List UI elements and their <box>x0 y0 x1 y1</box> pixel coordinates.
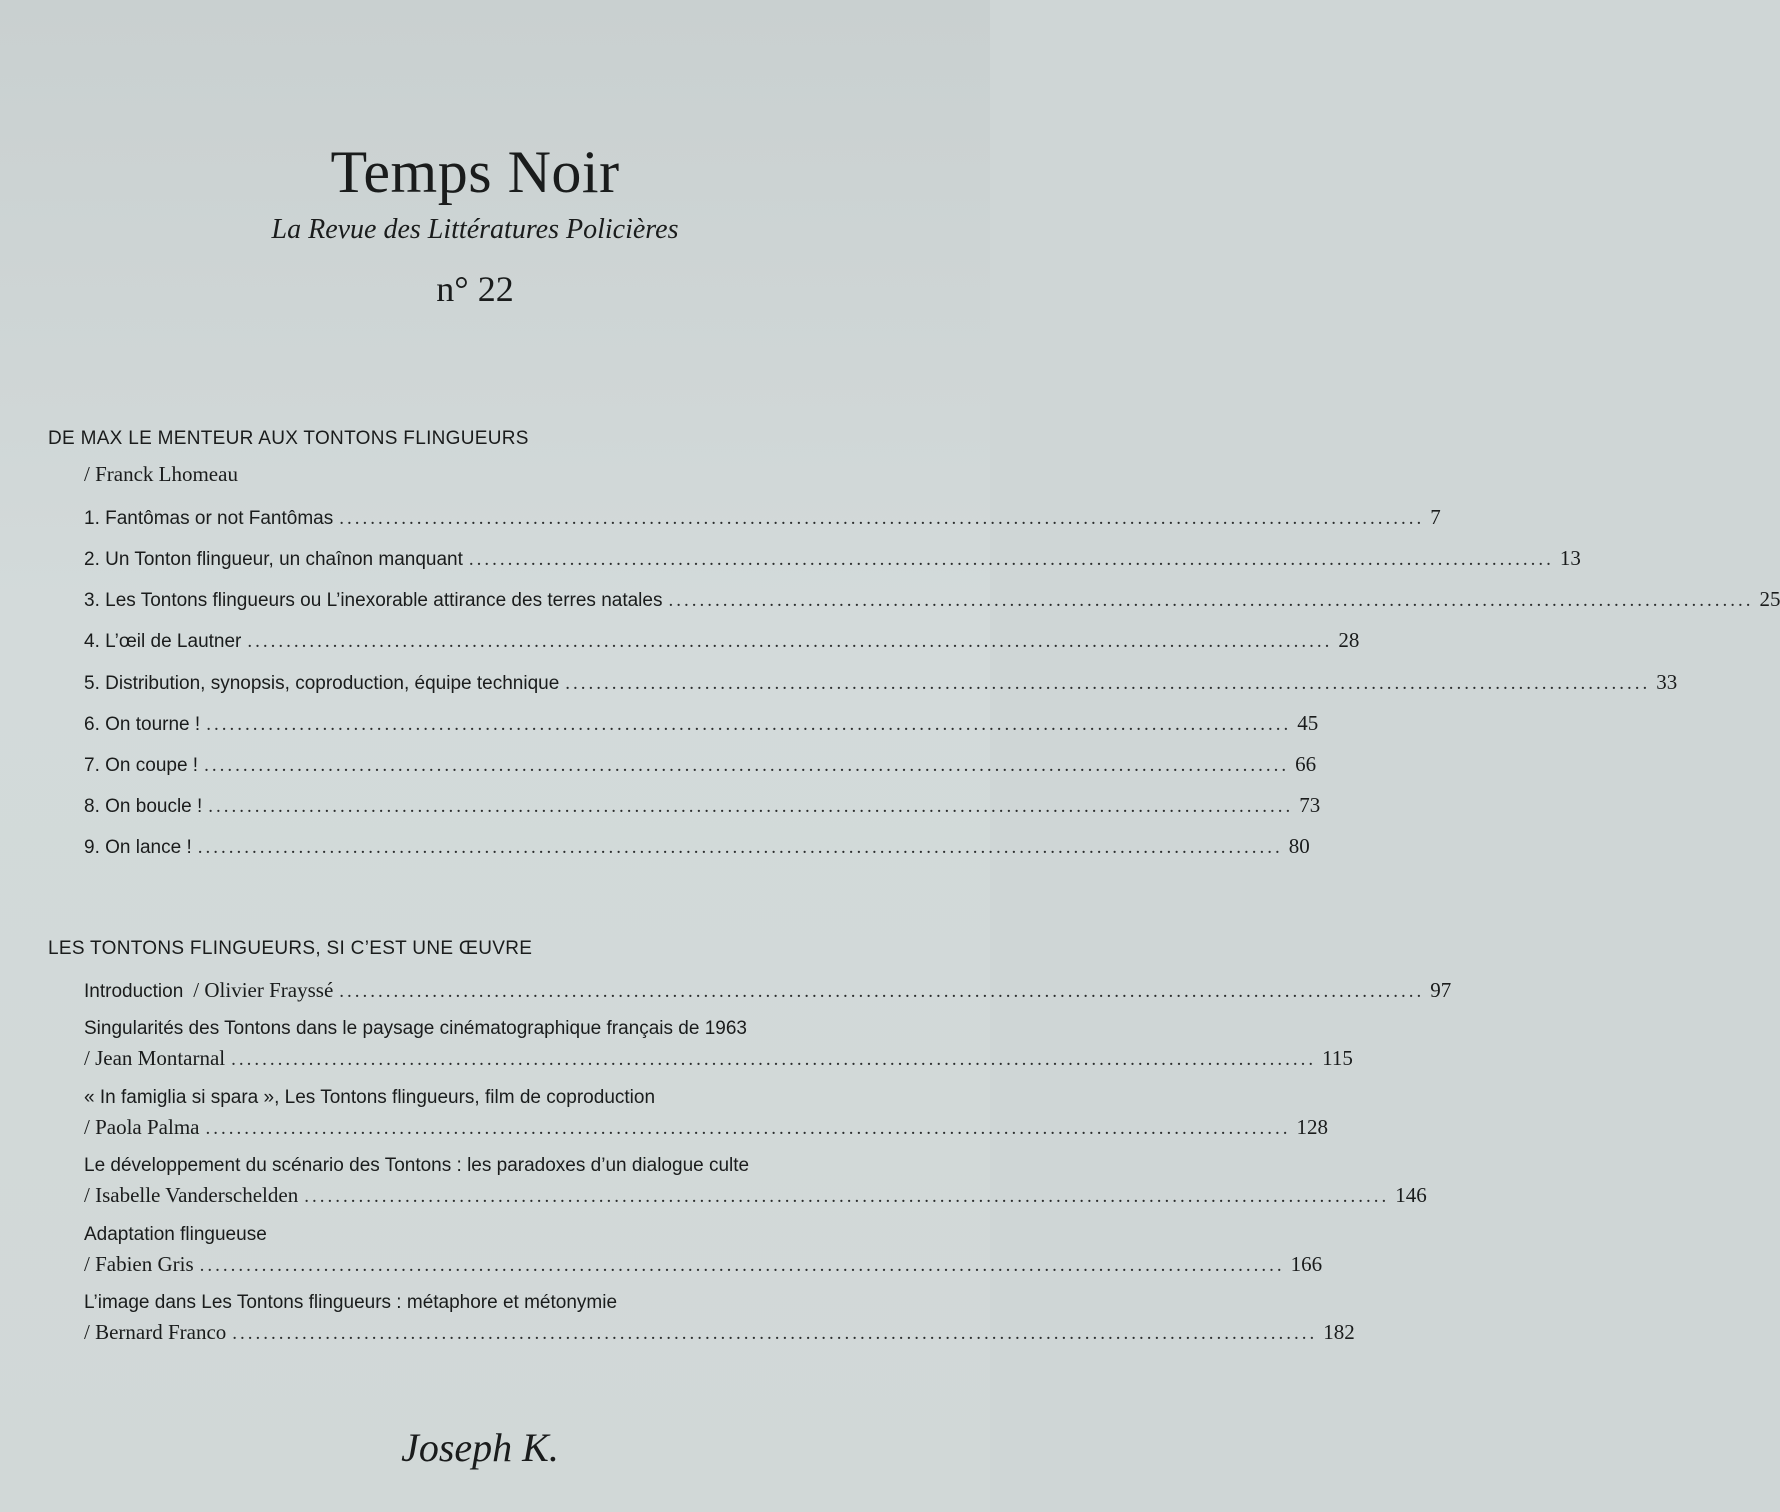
toc-entry <box>84 1320 1355 1345</box>
article-title: Singularités des Tontons dans le paysage cinématographique français de 1963 <box>84 1018 747 1039</box>
toc-entry <box>84 711 1319 736</box>
dot-leader: ............................................................................................................................................ <box>304 1186 1390 1207</box>
dot-leader: ............................................................................................................................................ <box>206 714 1292 735</box>
article-title: « In famiglia si spara », Les Tontons flingueurs, film de coproduction <box>84 1087 656 1108</box>
publisher-name: Joseph K. <box>401 1425 559 1470</box>
dot-leader: ............................................................................................................................................ <box>197 837 1283 858</box>
section-2-title: LES TONTONS FLINGUEURS, SI C’EST UNE ŒUVRE <box>48 938 533 959</box>
article-author: / Jean Montarnal <box>84 1046 226 1070</box>
toc-entry-label: 9. On lance ! <box>84 837 192 858</box>
dot-leader: ............................................................................................................................................ <box>205 1118 1291 1139</box>
issue-number: n° 22 <box>436 269 514 309</box>
toc-entry <box>84 546 1581 571</box>
article-author: / Bernard Franco <box>84 1320 227 1344</box>
toc-entry <box>84 505 1441 530</box>
toc-entry <box>84 978 1452 1003</box>
dot-leader: ............................................................................................................................................ <box>199 1255 1285 1276</box>
article-title: L’image dans Les Tontons flingueurs : métaphore et métonymie <box>84 1292 618 1313</box>
dot-leader: ............................................................................................................................................ <box>339 508 1425 529</box>
dot-leader: ............................................................................................................................................ <box>668 590 1754 611</box>
dot-leader: ............................................................................................................................................ <box>204 755 1290 776</box>
journal-subtitle: La Revue des Littératures Policières <box>271 214 679 245</box>
intro-label: Introduction <box>84 981 184 1002</box>
toc-entry-label: 1. Fantômas or not Fantômas <box>84 508 334 529</box>
toc-entry <box>84 1115 1328 1140</box>
dot-leader: ............................................................................................................................................ <box>247 631 1333 652</box>
toc-entry-label: 2. Un Tonton flingueur, un chaînon manquant <box>84 549 463 570</box>
dot-leader: ............................................................................................................................................ <box>468 549 1554 570</box>
toc-entry-page: 97 <box>1430 978 1452 1002</box>
toc-entry <box>84 1252 1323 1277</box>
dot-leader: ............................................................................................................................................ <box>232 1323 1318 1344</box>
toc-entry-page: 33 <box>1656 670 1678 694</box>
toc-entry-page: 13 <box>1559 546 1581 570</box>
toc-entry-label: 6. On tourne ! <box>84 714 201 735</box>
toc-entry-page: 80 <box>1288 834 1310 858</box>
section-1-title: DE MAX LE MENTEUR AUX TONTONS FLINGUEURS <box>48 428 529 449</box>
toc-entry <box>84 587 1780 612</box>
article-author: / Paola Palma <box>84 1115 200 1139</box>
toc-entry <box>84 834 1310 859</box>
dot-leader: ............................................................................................................................................ <box>208 796 1294 817</box>
dot-leader: ............................................................................................................................................ <box>231 1049 1317 1070</box>
toc-entry-label: 8. On boucle ! <box>84 796 203 817</box>
article-title: Le développement du scénario des Tontons : les paradoxes d’un dialogue culte <box>84 1155 750 1176</box>
intro-author: / Olivier Frayssé <box>193 978 334 1002</box>
toc-entry-page: 166 <box>1290 1252 1323 1276</box>
toc-entry-page: 28 <box>1338 628 1360 652</box>
article-author: / Isabelle Vanderschelden <box>84 1183 299 1207</box>
article-title: Adaptation flingueuse <box>84 1224 267 1245</box>
toc-entry-page: 25 <box>1759 587 1780 611</box>
toc-entry-page: 115 <box>1322 1046 1353 1070</box>
toc-entry-label: 3. Les Tontons flingueurs ou L’inexorable attirance des terres natales <box>84 590 663 611</box>
toc-entry <box>84 1046 1353 1071</box>
toc-entry-label: 4. L’œil de Lautner <box>84 631 242 652</box>
toc-entry-page: 45 <box>1297 711 1319 735</box>
toc-entry <box>84 752 1317 777</box>
toc-entry-page: 146 <box>1395 1183 1427 1207</box>
toc-entry <box>84 670 1678 695</box>
toc-entry-page: 182 <box>1323 1320 1355 1344</box>
toc-entry-page: 73 <box>1299 793 1321 817</box>
toc-entry-label: 5. Distribution, synopsis, coproduction, équipe technique <box>84 673 560 694</box>
section-1-author: / Franck Lhomeau <box>84 462 238 486</box>
toc-entry <box>84 1183 1427 1208</box>
dot-leader: ............................................................................................................................................ <box>339 981 1425 1002</box>
toc-entry-page: 128 <box>1296 1115 1328 1139</box>
toc-entry-page: 7 <box>1430 505 1441 529</box>
journal-title: Temps Noir <box>330 139 620 205</box>
toc-entry-page: 66 <box>1295 752 1317 776</box>
article-author: / Fabien Gris <box>84 1252 194 1276</box>
toc-entry <box>84 793 1321 818</box>
toc-entry <box>84 628 1360 653</box>
dot-leader: ............................................................................................................................................ <box>565 673 1651 694</box>
toc-entry-label: 7. On coupe ! <box>84 755 199 776</box>
